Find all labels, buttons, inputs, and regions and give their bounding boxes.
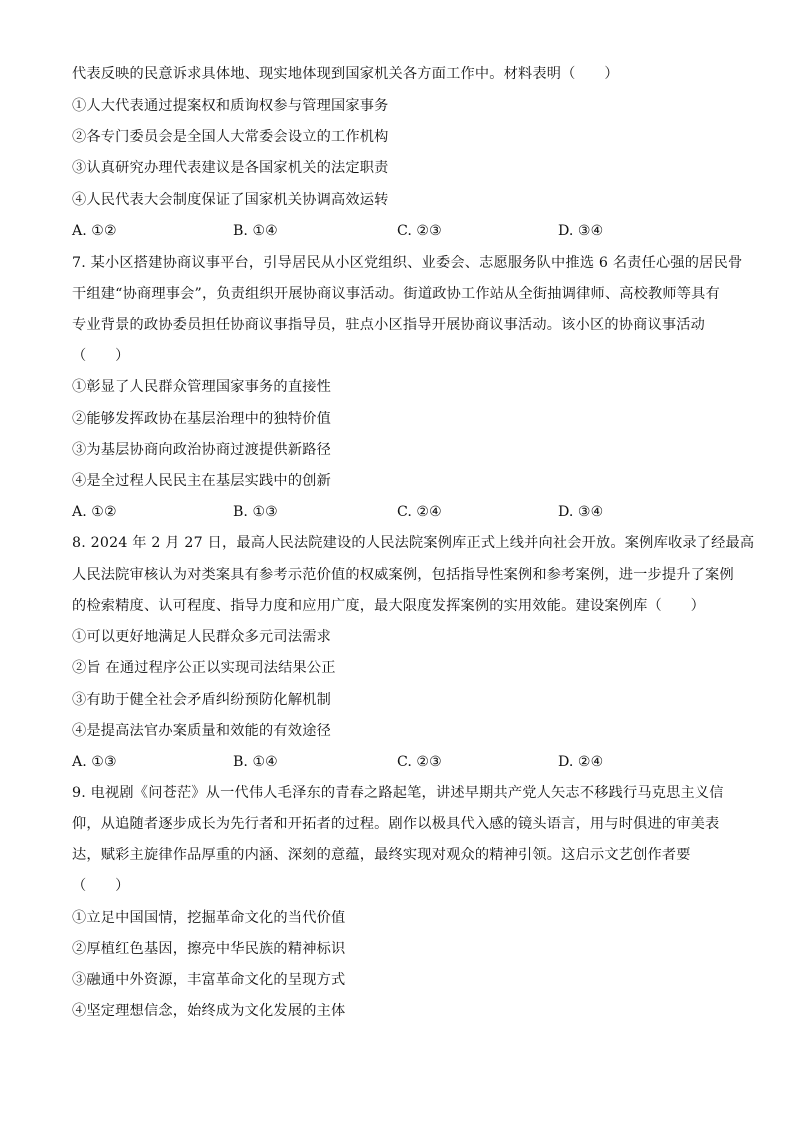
q7-option-b[interactable]: B. ①③ [233,504,278,520]
q8-item-2: ②旨 在通过程序公正以实现司法结果公正 [72,660,336,676]
q9-stem-line-1: 9. 电视剧《问苍茫》从一代伟人毛泽东的青春之路起笔，讲述早期共产党人矢志不移践行马克思主义信 [72,785,724,801]
q8-option-c[interactable]: C. ②③ [397,754,442,770]
q6-item-1: ①人大代表通过提案权和质询权参与管理国家事务 [72,98,389,114]
q7-option-a[interactable]: A. ①② [72,504,117,520]
q8-option-d[interactable]: D. ②④ [558,754,604,770]
q7-answer-bracket: （ ） [72,348,130,364]
q6-item-4: ④人民代表大会制度保证了国家机关协调高效运转 [72,192,389,208]
q7-options [72,502,732,522]
q7-stem-line-1: 7. 某小区搭建协商议事平台，引导居民从小区党组织、业委会、志愿服务队中推选 6 名责任心强的居民骨 [72,255,743,271]
q6-stem-tail: 代表反映的民意诉求具体地、现实地体现到国家机关各方面工作中。材料表明（ ） [72,66,619,82]
q8-item-1: ①可以更好地满足人民群众多元司法需求 [72,629,331,645]
q8-option-a[interactable]: A. ①③ [72,754,117,770]
q6-options [72,221,732,241]
q8-item-3: ③有助于健全社会矛盾纠纷预防化解机制 [72,692,331,708]
q6-item-3: ③认真研究办理代表建议是各国家机关的法定职责 [72,160,389,176]
q7-item-2: ②能够发挥政协在基层治理中的独特价值 [72,411,331,427]
q9-stem-line-3: 达，赋彩主旋律作品厚重的内涵、深刻的意蕴，最终实现对观众的精神引领。这启示文艺创作者要 [72,847,691,863]
q6-item-2: ②各专门委员会是全国人大常委会设立的工作机构 [72,129,389,145]
q6-option-a[interactable]: A. ①② [72,223,117,239]
q6-option-c[interactable]: C. ②③ [397,223,442,239]
q8-stem-line-3: 的检索精度、认可程度、指导力度和应用广度，最大限度发挥案例的实用效能。建设案例库（ ） [72,598,706,614]
q7-option-d[interactable]: D. ③④ [558,504,604,520]
q9-item-1: ①立足中国国情，挖掘革命文化的当代价值 [72,910,346,926]
q9-item-2: ②厚植红色基因，擦亮中华民族的精神标识 [72,941,346,957]
q9-answer-bracket: （ ） [72,878,130,894]
q9-item-3: ③融通中外资源，丰富革命文化的呈现方式 [72,972,346,988]
q8-stem-line-1: 8. 2024 年 2 月 27 日，最高人民法院建设的人民法院案例库正式上线并向社会开放。案例库收录了经最高 [72,535,755,551]
q8-options [72,752,732,772]
q7-option-c[interactable]: C. ②④ [397,504,442,520]
q9-item-4: ④坚定理想信念，始终成为文化发展的主体 [72,1003,346,1019]
q7-item-3: ③为基层协商向政治协商过渡提供新路径 [72,442,331,458]
q9-stem-line-2: 仰，从追随者逐步成长为先行者和开拓者的过程。剧作以极具代入感的镜头语言，用与时俱进的审美表 [72,816,720,832]
q7-item-1: ①彰显了人民群众管理国家事务的直接性 [72,379,331,395]
q6-option-d[interactable]: D. ③④ [558,223,604,239]
q7-item-4: ④是全过程人民民主在基层实践中的创新 [72,473,331,489]
q7-stem-line-3: 专业背景的政协委员担任协商议事指导员，驻点小区指导开展协商议事活动。该小区的协商议事活动 [72,317,706,333]
q7-stem-line-2: 干组建“协商理事会”，负责组织开展协商议事活动。街道政协工作站从全街抽调律师、高校教师等具有 [72,286,720,302]
q6-option-b[interactable]: B. ①④ [233,223,278,239]
q8-option-b[interactable]: B. ①④ [233,754,278,770]
q8-item-4: ④是提高法官办案质量和效能的有效途径 [72,723,331,739]
q8-stem-line-2: 人民法院审核认为对类案具有参考示范价值的权威案例，包括指导性案例和参考案例，进一步提升了案例 [72,567,734,583]
